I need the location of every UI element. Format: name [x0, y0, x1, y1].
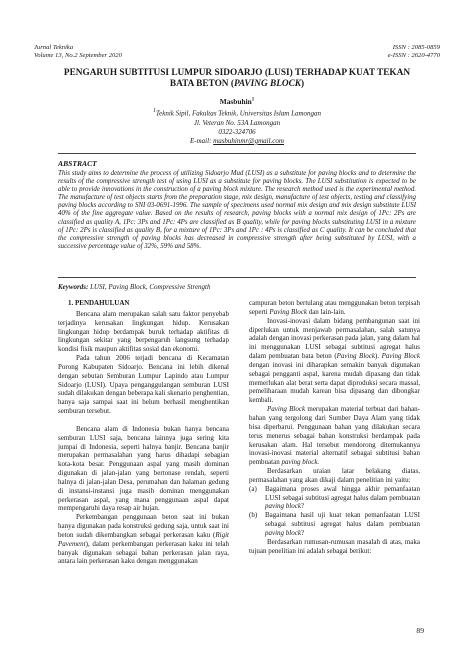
- abstract-text: This study aims to determine the process of utilizing Sidoarjo Mud (LUSI) as a substitute for paving blocks and to determine the results of the compressive strength test of using LUSI as a substitute for paving blocks. The LUSI substitution is expected to be able to provide innovations in the construction of a paving block mixture. The research method used is the experimental method. The manufacture of test objects starts from the preparation stage, mix design, manufacture of test objects, testing and classifying paving blocks according to SNI 03-0691-1996. The sample of specimens used normal mix design and mix design substitute LUSI 40% of the fine aggregate value. Based on the results of research, paving blocks with a normal mix design of 1Pc: 2Ps are classified as quality A, 1Pc: 3Ps and 1Pc: 4Ps are classified as B quality, while for paving blocks substituting LUSI in a mixture of 1Pc: 2Ps is classified as quality B, for a mixture of 1Pc: 3Ps and 1Pc : 4Ps is classified as C quality. It can be concluded that the compressive strength of paving blocks has decreased in compressive strength after being substituted by LUSI, with a successive percentage value of 32%, 59% and 58%.: [58, 170, 416, 250]
- qa-end: ?: [300, 502, 305, 511]
- left-column: [58, 299, 229, 566]
- rp1-a: Inovasi-inovasi dalam bidang pembangunan saat ini diperlukan untuk menjawab permasalahan, salah satunya adalah dengan inovasi perkerasan pada jalan, yang dalam hal ini menggunakan LUSI sebagai subtitusi agregat halus dalam pembuatan bata beton (: [249, 316, 420, 361]
- left-paragraph-1: Bencana alam merupakan salah satu faktor penyebab terjadinya kerusakan lingkungan hidup. Kerusakan lingkungan hidup berdampak buruk terhadap aktifitas di lingkungan sekitar yang berpengaruh langsung terhadap kondisi fisik maupun aktifitas sosial dan ekonomi.: [58, 309, 229, 354]
- title-line-1: PENGARUH SUBTITUSI LUMPUR SIDOARJO (LUSI) TERHADAP KUAT TEKAN: [63, 68, 411, 78]
- qb-text: Bagaimana hasil uji kuat tekan pemanfaatan LUSI sebagai subtitusi agregat halus dalam pembuatan: [265, 511, 420, 529]
- keywords-label: Keywords:: [58, 283, 89, 291]
- paragraph-gap: [58, 416, 229, 425]
- section-heading: 1. PENDAHULUAN: [68, 299, 130, 307]
- title-prefix: BATA BETON (: [169, 79, 234, 89]
- p4-text-a: Perkembangan penggunaan beton saat ini bukan hanya digunakan pada konstruksi gedung saja, untuk saat ini beton sudah dikembangkan sebagai perkerasan kaku (: [58, 513, 229, 539]
- question-a-number: (a): [249, 484, 257, 493]
- affiliation-text: Teknik Sipil, Fakultas Teknik, Universitas Islam Lamongan: [155, 109, 322, 118]
- question-b-number: (b): [249, 511, 258, 520]
- rp1-c: dengan inovasi ini diharapkan semakin banyak digunakan sebagai pengganti aspal, karena mudah dipasang dan tidak memerlukan alat berat serta dapat diproduksi secara massal, pemeliharaan mudah karean bisa dipasang dan dibongkar kembali.: [249, 360, 420, 405]
- author-name: Masbuhin: [219, 97, 252, 106]
- rp2-italic-2: paving block.: [281, 458, 320, 467]
- rp2-a: merupakan material terbuat dari bahan-bahan yang tergolong dari Sumber Daya Alam yang tidak bisa diperbarui. Penggunaan bahan yang dilakukan secara terus menerus sebagai bahan konstruksi berdampak pada kerusakan alam. Hal tersebut mendorong ditemukannya inovasi-inovasi material alternatif sebagai subtitusi bahan pembuatan: [249, 405, 421, 467]
- affiliation-line-3: 0322-324706: [218, 127, 256, 136]
- affiliation: [0, 107, 474, 146]
- affiliation-line-2: Jl. Veteran No. 53A Lamongan: [193, 118, 281, 127]
- right-column: [249, 299, 420, 555]
- question-b-text: [265, 511, 420, 538]
- qb-italic: paving block: [265, 528, 301, 537]
- question-b: [249, 511, 420, 538]
- right-paragraph-2: [249, 405, 420, 467]
- p4-italic: Rigit Pavement: [58, 530, 229, 548]
- question-a: [249, 485, 420, 512]
- page-number: 89: [416, 626, 424, 635]
- journal-name: Jurnal Teknika: [34, 44, 74, 51]
- affiliation-line-1: [0, 107, 474, 119]
- author-sup: 1: [251, 97, 255, 103]
- left-paragraph-3: Bencana alam di Indonesia bukan hanya bencana semburan LUSI saja, bencana lainnya juga sering kita jumpai di Indonesia, seperti halnya banjir. Bencana banjir merupakan permasalahan yang harus dihadapi sebagian kota-kota besar. Penggunaan aspal yang masih dominan digunakan di jalan-jalan yang bertonase rendah, seperti halnya di jalan-jalan Desa, perumahan dan halaman gedung di instansi-instansi juga masih dominan menggunakan perkerasan aspal, yang mana penggunaan aspal dapat mempengaruhi daya resap air hujan.: [58, 424, 229, 513]
- affiliation-sup: 1: [152, 108, 156, 114]
- rp1-italic-2: Paving Block: [381, 352, 420, 361]
- keywords: [58, 283, 211, 291]
- journal-volume: Volume 13, No.2 September 2020: [34, 52, 122, 60]
- journal-header-left: [34, 44, 122, 61]
- rp0-a: campuran beton bertulang atau menggunakan beton terpisah seperti: [249, 299, 420, 316]
- p4-text-b: ), dalam perkembangan perkerasan kaku ini telah banyak digunakan sebagai bahan perkerasan jalan raya, antara lain perkerasan kaku dengan menggunakan: [58, 539, 229, 566]
- qb-end: ?: [300, 528, 305, 537]
- abstract-top-rule: [58, 153, 416, 154]
- title-suffix: ): [301, 79, 305, 89]
- abstract-bottom-rule: [58, 277, 416, 278]
- email-label: E-mail:: [190, 136, 214, 145]
- author: [0, 97, 474, 106]
- qa-italic: paving block: [265, 502, 301, 511]
- left-paragraph-2: Pada tahun 2006 terjadi bencana di Kecamatan Porong Kabupaten Sidoarjo. Bencana ini lebih dikenal dengan sebutan Semburan Lumpur Lapindo atau Lumpur Sidoarjo (LUSI). Upaya penganggulangan semburan LUSI sudah dilakukan dengan beberapa kali skenario penghentian, hanya saja sampai saat ini belum berhasil menghentikan semburan tersebut.: [58, 354, 229, 416]
- affiliation-email-line: [0, 137, 474, 146]
- title-italic: PAVING BLOCK: [233, 79, 302, 89]
- rp0-italic: Paving Block: [269, 307, 307, 316]
- question-a-text: [265, 485, 420, 512]
- journal-header-right: [388, 44, 440, 61]
- title-line-2: [40, 79, 434, 90]
- right-paragraph-1: [249, 317, 420, 405]
- abstract-heading: ABSTRACT: [58, 159, 97, 168]
- rp0-b: dan lain-lain.: [306, 307, 346, 316]
- rp1-b: ).: [375, 352, 382, 361]
- keywords-text: LUSI, Paving Block, Compressive Strength: [88, 283, 211, 291]
- eissn: e-ISSN : 2620-4770: [387, 52, 440, 60]
- right-paragraph-3: Berdasarkan uraian latar belakang diatas, permasalahan yang akan dikaji dalam penelitian ini yaitu:: [249, 467, 420, 484]
- right-paragraph-4: Berdasarkan rumusan-rumusan masalah di atas, maka tujuan penelitian ini adalah sebagai berikut:: [249, 537, 420, 555]
- qa-text: Bagaimana proses awal hingga akhir pemanfaatan LUSI sebagai subtitusi agregat halus dalam pembuatan: [265, 484, 420, 502]
- right-paragraph-0: [249, 299, 420, 317]
- rp2-italic: Paving Block: [267, 405, 306, 414]
- left-paragraph-4: [58, 513, 229, 566]
- paper-title: [40, 68, 434, 90]
- email-link[interactable]: masbuhinmr@gmail.com: [213, 136, 284, 145]
- rp1-italic-1: Paving Block: [336, 352, 375, 361]
- issn: ISSN : 2085-0859: [392, 44, 440, 51]
